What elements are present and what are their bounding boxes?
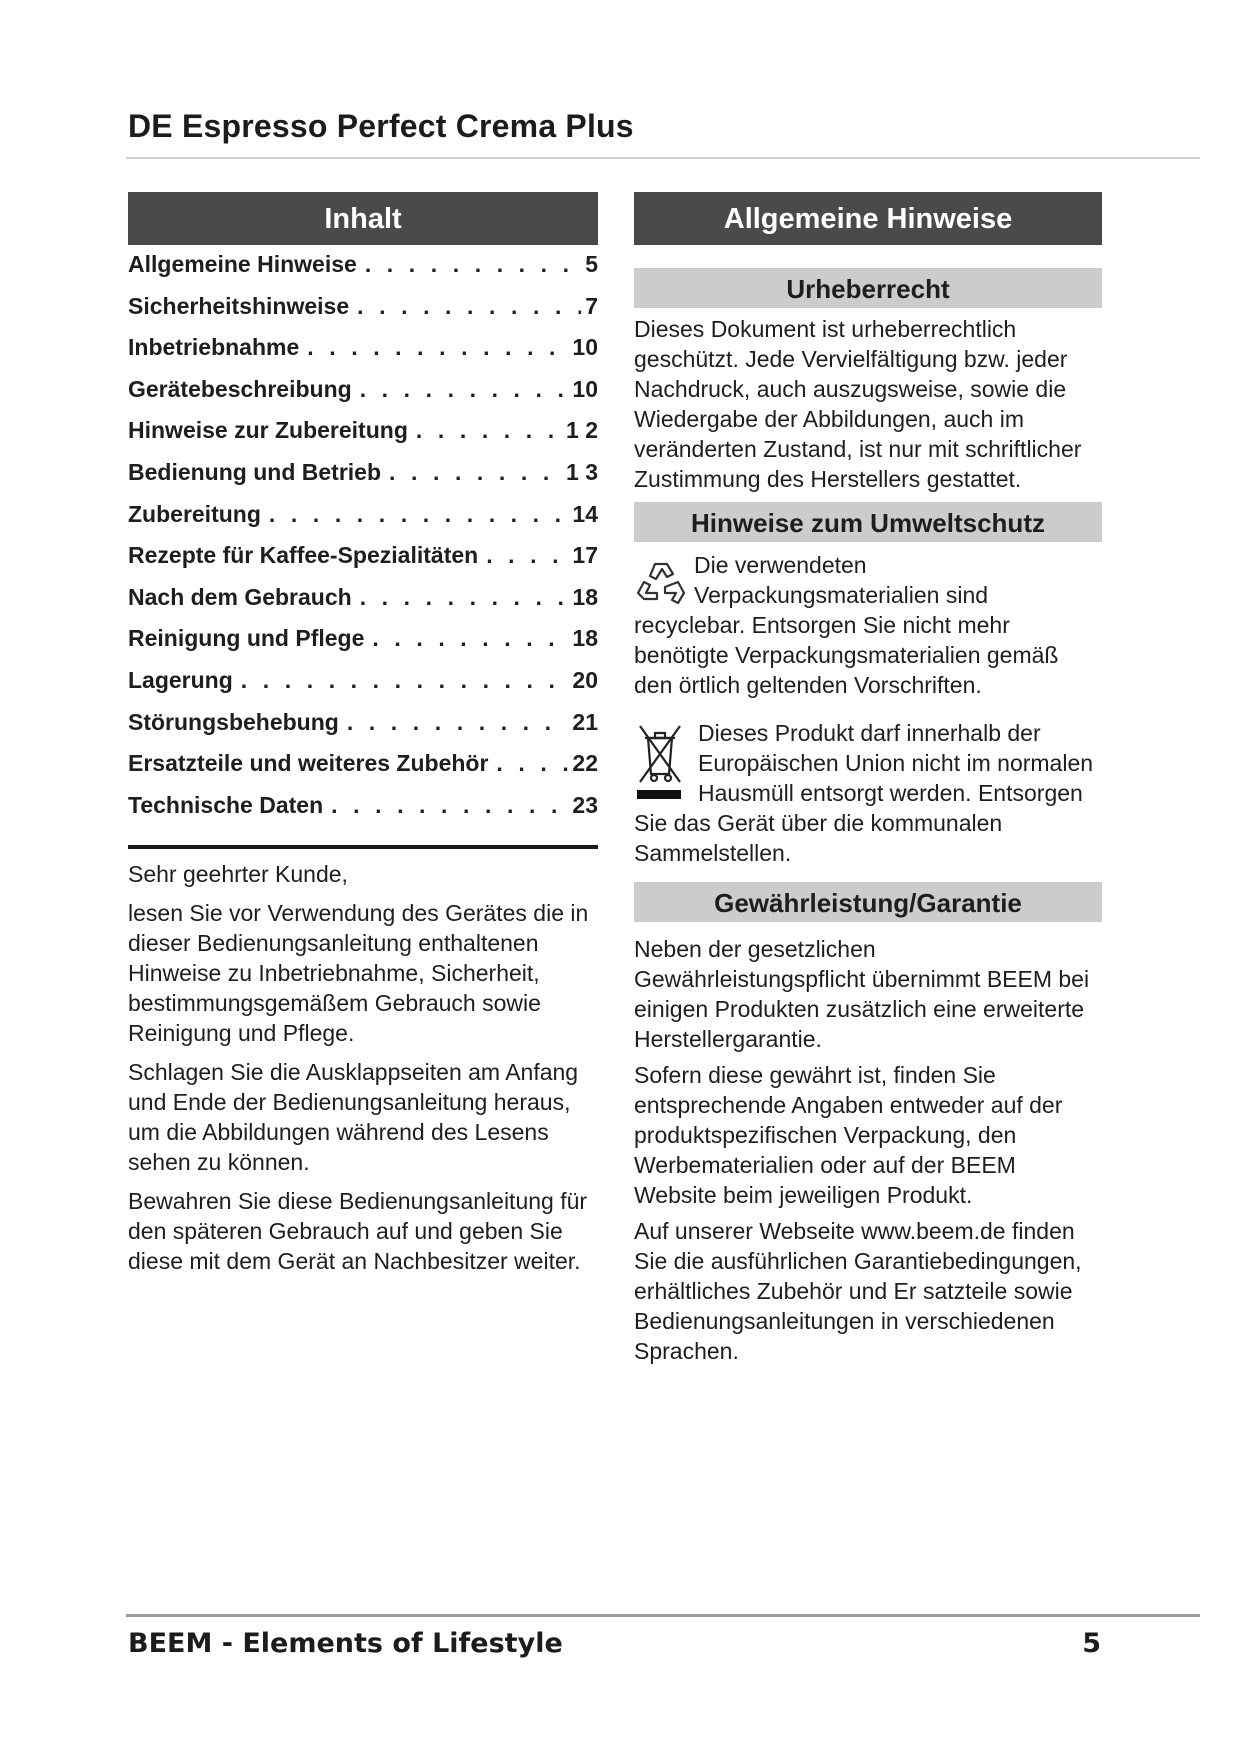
recycle-note: [634, 550, 1102, 710]
toc-leader-dots: [241, 667, 569, 694]
toc-entry-page: 14: [572, 500, 598, 527]
general-heading: Allgemeine Hinweise: [634, 192, 1102, 245]
toc-entry[interactable]: [128, 792, 598, 834]
toc-entry-label: Zubereitung: [128, 500, 261, 527]
toc-leader-dots: [389, 459, 562, 486]
copyright-text: Dieses Dokument ist urheberrechtlich geschützt. Jede Vervielfältigung bzw. jeder Nachdruck, auch auszugsweise, sowie die Wiedergabe der Abbildungen, auch im veränderten Zustand, ist nur mit schriftlicher Zustimmung des Herstellers gestattet.: [634, 316, 1082, 492]
toc-entry-label: Gerätebeschreibung: [128, 375, 352, 402]
page-title: DE Espresso Perfect Crema Plus: [128, 108, 634, 144]
toc-entry[interactable]: [128, 750, 598, 792]
toc-leader-dots: [307, 334, 568, 361]
toc-entry-label: Sicherheitshinweise: [128, 292, 350, 319]
toc-entry-page: 22: [572, 750, 598, 777]
toc-entry[interactable]: [128, 334, 598, 376]
toc-entry-label: Inbetriebnahme: [128, 334, 300, 361]
intro-paragraph: Bewahren Sie diese Bedienungsanleitung für den späteren Gebrauch auf und geben Sie diese mit dem Gerät an Nachbesitzer weiter.: [128, 1188, 588, 1275]
toc-entry-page: 1 2: [566, 417, 598, 444]
toc-entry[interactable]: [128, 542, 598, 584]
toc-leader-dots: [357, 293, 581, 320]
toc-divider: [128, 845, 598, 849]
toc-leader-dots: [269, 501, 569, 528]
toc-entry[interactable]: [128, 376, 598, 418]
disposal-note: [634, 718, 1102, 878]
toc-entry-page: 17: [572, 542, 598, 569]
toc-entry-label: Rezepte für Kaffee-Spezialitäten: [128, 542, 479, 569]
toc-leader-dots: [486, 542, 568, 569]
toc-entry-page: 7: [585, 292, 598, 319]
toc-leader-dots: [360, 584, 569, 611]
title-divider: [126, 157, 1200, 159]
toc-entry-page: 10: [572, 375, 598, 402]
toc-entry[interactable]: [128, 251, 598, 293]
toc-entry-label: Störungsbehebung: [128, 708, 339, 735]
toc-entry[interactable]: [128, 709, 598, 751]
toc-heading: Inhalt: [128, 192, 598, 245]
toc-leader-dots: [360, 376, 569, 403]
toc-leader-dots: [365, 251, 581, 278]
toc-entry-page: 18: [572, 583, 598, 610]
toc-entry-label: Lagerung: [128, 666, 233, 693]
toc-entry-page: 20: [572, 666, 598, 693]
toc-entry-page: 23: [572, 791, 598, 818]
intro-paragraph: lesen Sie vor Verwendung des Gerätes die in dieser Bedienungsanleitung enthaltenen Hinweise zu Inbetriebnahme, Sicherheit, bestimmungsgemäßem Gebrauch sowie Reinigung und Pflege.: [128, 900, 589, 1047]
toc-entry-page: 21: [572, 708, 598, 735]
warranty-heading: Gewährleistung/Garantie: [634, 882, 1102, 922]
toc-entry[interactable]: [128, 417, 598, 459]
toc-entry-page: 18: [572, 625, 598, 652]
toc-leader-dots: [347, 709, 569, 736]
left-column: [128, 192, 598, 1285]
toc-entry[interactable]: [128, 459, 598, 501]
toc-entry-label: Allgemeine Hinweise: [128, 251, 357, 277]
recycle-icon: [634, 556, 688, 610]
toc-leader-dots: [416, 417, 562, 444]
environment-heading: Hinweise zum Umweltschutz: [634, 502, 1102, 542]
crossed-out-bin-icon: [634, 722, 686, 808]
footer-divider: [126, 1614, 1200, 1617]
warranty-paragraph: Neben der gesetzlichen Gewährleistungspflicht übernimmt BEEM bei einigen Produkten zusätzlich eine erweiterte Herstellergarantie.: [634, 936, 1090, 1052]
recycle-text: Die verwendeten Verpackungsmaterialien sind recyclebar. Entsorgen Sie nicht mehr benötigte Verpackungsmaterialien gemäß den örtlich geltenden Vorschriften.: [634, 552, 1059, 698]
intro-greeting: Sehr geehrter Kunde,: [128, 861, 348, 888]
footer-brand: BEEM - Elements of Lifestyle: [128, 1628, 563, 1659]
toc-entry[interactable]: [128, 293, 598, 335]
toc-entry-page: 5: [585, 251, 598, 277]
intro-text: [128, 859, 598, 1276]
toc-leader-dots: [496, 750, 568, 777]
toc-leader-dots: [331, 792, 568, 819]
warranty-paragraph: Sofern diese gewährt ist, finden Sie entsprechende Angaben entweder auf der produktspezifischen Verpackung, den Werbematerialien oder auf der BEEM Website beim jeweiligen Produkt.: [634, 1062, 1063, 1208]
toc-entry-label: Nach dem Gebrauch: [128, 583, 352, 610]
toc-entry-page: 1 3: [566, 458, 598, 485]
toc-entry[interactable]: [128, 584, 598, 626]
toc-entry-label: Ersatzteile und weiteres Zubehör: [128, 750, 489, 777]
copyright-heading: Urheberrecht: [634, 268, 1102, 308]
toc-entry[interactable]: [128, 625, 598, 667]
toc-entry[interactable]: [128, 501, 598, 543]
toc-entry-label: Hinweise zur Zubereitung: [128, 417, 408, 444]
intro-paragraph: Schlagen Sie die Ausklappseiten am Anfang und Ende der Bedienungsanleitung heraus, um die Abbildungen während des Lesens sehen zu können.: [128, 1059, 579, 1176]
toc-entry-label: Bedienung und Betrieb: [128, 458, 381, 485]
toc-leader-dots: [372, 625, 568, 652]
table-of-contents: [128, 251, 598, 833]
page-number: 5: [1082, 1628, 1101, 1659]
toc-entry-page: 10: [572, 334, 598, 361]
disposal-text: Dieses Produkt darf innerhalb der Europäischen Union nicht im normalen Hausmüll entsorgt werden. Entsorgen Sie das Gerät über die kommunalen Sammelstellen.: [634, 720, 1094, 866]
toc-entry-label: Technische Daten: [128, 791, 324, 818]
toc-entry[interactable]: [128, 667, 598, 709]
right-column: [634, 192, 1102, 1372]
warranty-paragraph: Auf unserer Webseite www.beem.de finden Sie die ausführlichen Garantiebedingungen, erhältliches Zubehör und Er satzteile sowie Bedienungsanleitungen in verschiedenen Sprachen.: [634, 1218, 1082, 1364]
toc-entry-label: Reinigung und Pflege: [128, 625, 365, 652]
